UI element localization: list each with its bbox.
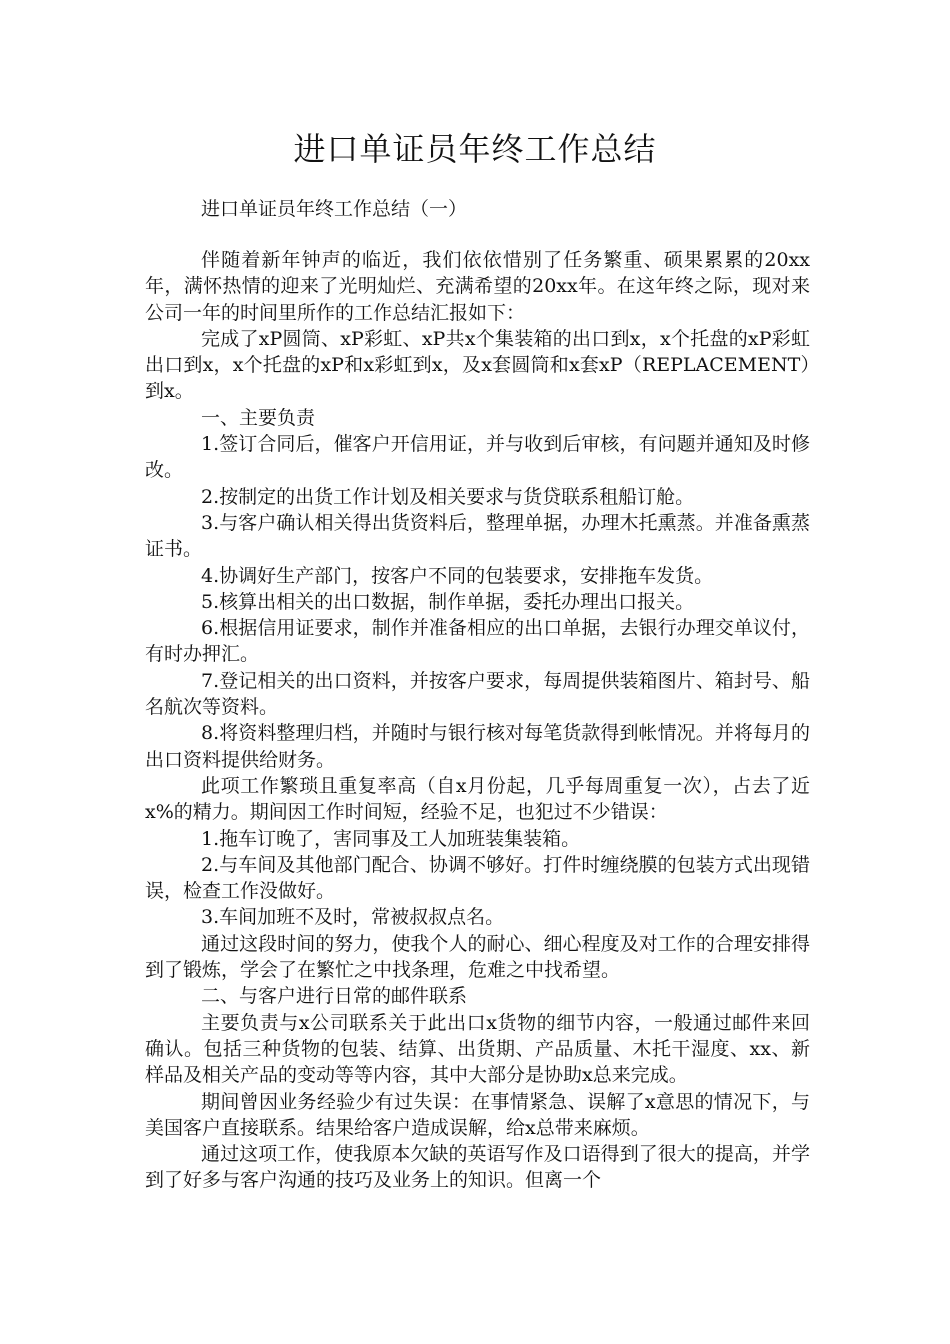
mistake-item-3: 3.车间加班不及时，常被叔叔点名。 [201, 906, 505, 929]
duty-item-8: 8.将资料整理归档，并随时与银行核对每笔货款得到帐情况。并将每月的出口资料提供给财务。 [145, 722, 810, 771]
paragraph-growth: 通过这段时间的努力，使我个人的耐心、细心程度及对工作的合理安排得到了锻炼，学会了在繁忙之中找条理，危难之中找希望。 [145, 932, 810, 982]
duty-item-6: 6.根据信用证要求，制作并准备相应的出口单据，去银行办理交单议付，有时办押汇。 [145, 617, 810, 666]
duty-item-7: 7.登记相关的出口资料，并按客户要求，每周提供装箱图片、箱封号、船名航次等资料。 [145, 669, 810, 719]
duty-item-3: 3.与客户确认相关得出货资料后，整理单据，办理木托熏蒸。并准备熏蒸证书。 [145, 511, 810, 561]
paragraph-email-duties: 主要负责与x公司联系关于此出口x货物的细节内容，一般通过邮件来回确认。包括三种货物的包装、结算、出货期、产品质量、木托干湿度、xx、新样品及相关产品的变动等等内容，其中大部分是协助x总来完成。 [145, 1011, 810, 1087]
mistake-item-1: 1.拖车订晚了，害同事及工人加班装集装箱。 [201, 827, 581, 850]
paragraph-email-mistake: 期间曾因业务经验少有过失误：在事情紧急、误解了x意思的情况下，与美国客户直接联系。结果给客户造成误解，给x总带来麻烦。 [145, 1090, 810, 1139]
paragraph-intro: 伴随着新年钟声的临近，我们依依惜别了任务繁重、硕果累累的20xx年，满怀热情的迎来了光明灿烂、充满希望的20xx年。在这年终之际，现对来公司一年的时间里所作的工作总结汇报如下： [145, 249, 810, 324]
section-heading-2: 二、与客户进行日常的邮件联系 [201, 985, 468, 1008]
section-heading-1: 一、主要负责 [201, 406, 316, 429]
duty-item-1: 1.签订合同后，催客户开信用证，并与收到后审核，有问题并通知及时修改。 [145, 433, 810, 482]
document-body [145, 247, 810, 1194]
paragraph-shipments: 完成了xP圆筒、xP彩虹、xP共x个集装箱的出口到x，x个托盘的xP彩虹出口到x，x个托盘的xP和x彩虹到x，及x套圆筒和x套xP（REPLACEMENT）到x。 [145, 327, 810, 403]
paragraph-email-growth: 通过这项工作，使我原本欠缺的英语写作及口语得到了很大的提高，并学到了好多与客户沟通的技巧及业务上的知识。但离一个 [145, 1143, 810, 1192]
duty-item-4: 4.协调好生产部门，按客户不同的包装要求，安排拖车发货。 [201, 564, 714, 587]
duty-item-2: 2.按制定的出货工作计划及相关要求与货贷联系租船订舱。 [201, 485, 695, 508]
mistake-item-2: 2.与车间及其他部门配合、协调不够好。打件时缠绕膜的包装方式出现错误，检查工作没做好。 [145, 853, 810, 903]
duty-item-5: 5.核算出相关的出口数据，制作单据，委托办理出口报关。 [201, 590, 695, 613]
document-subtitle: 进口单证员年终工作总结（一） [201, 198, 468, 220]
paragraph-workload: 此项工作繁琐且重复率高（自x月份起，几乎每周重复一次），占去了近x%的精力。期间因工作时间短，经验不足，也犯过不少错误： [145, 774, 810, 824]
document-title: 进口单证员年终工作总结 [293, 130, 657, 168]
